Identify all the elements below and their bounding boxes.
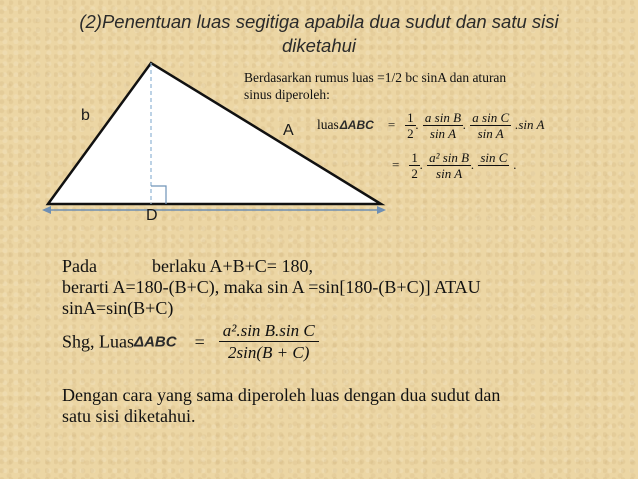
eq1-fraction-asinB: $\frac{\text{a sin B}}{\text{sin A}}$ — [424, 110, 462, 141]
eq1-tail: .sin A — [515, 117, 545, 133]
derivation-note — [244, 69, 634, 103]
point-label-D: D — [146, 207, 158, 224]
title-line-2: diketahui — [281, 35, 357, 56]
side-label-b: b — [81, 107, 90, 124]
body-line-1: Pada berlaku A+B+C= 180, — [62, 256, 313, 276]
closing-text — [62, 385, 632, 427]
body-text — [62, 256, 632, 319]
eq2-equals: = — [392, 157, 400, 173]
equation-2: = $\frac{1}{2}$ . $\frac{\text{a² sin B}}{\text{sin A}}$ . sin C . — [392, 150, 517, 181]
closing-line-2: satu sisi diketahui. — [62, 406, 196, 426]
area-formula — [62, 320, 319, 364]
eq2-fraction-half: $\frac{1}{2}$ — [411, 150, 418, 181]
eq2-fraction-sinC: sin C — [480, 150, 508, 165]
formula-equals: = — [194, 331, 205, 352]
formula-numerator: a².sin B.sin C — [219, 320, 319, 342]
note-line-2: sinus diperoleh: — [244, 87, 330, 102]
closing-line-1: Dengan cara yang sama diperoleh luas dengan dua sudut dan — [62, 385, 501, 405]
eq1-fraction-half: $\frac{1}{2}$ — [407, 110, 414, 141]
note-line-1: Berdasarkan rumus luas =1/2 bc sinA dan aturan — [244, 70, 507, 85]
body-line-2: berarti A=180-(B+C), maka sin A =sin[180-(B+C)] ATAU — [62, 277, 481, 297]
angle-label-A: A — [283, 122, 294, 139]
shg-luas-label: Shg, Luas — [62, 331, 134, 352]
equation-1: luasΔABC = $\frac{1}{2}$ . $\frac{\text{a sin B}}{\text{sin A}}$ . $\frac{\text{a sin C}}{\text{sin A}}$ .sin A — [317, 110, 545, 141]
formula-fraction — [219, 320, 319, 364]
base-arrow-left-head — [42, 206, 51, 214]
title-line-1: (2)Penentuan luas segitiga apabila dua sudut dan satu sisi — [79, 11, 559, 32]
formula-abc-symbol: ΔABC — [134, 333, 177, 351]
base-arrow-right-head — [377, 206, 386, 214]
eq1-fraction-asinC: $\frac{\text{a sin C}}{\text{sin A}}$ — [472, 110, 510, 141]
body-line-3: sinA=sin(B+C) — [62, 298, 174, 318]
triangle-abc-symbol: ΔABC — [339, 118, 374, 133]
formula-denominator: 2sin(B + C) — [228, 343, 310, 362]
eq2-fraction-a2sinB: $\frac{\text{a² sin B}}{\text{sin A}}$ — [429, 150, 470, 181]
luas-word: luas — [317, 117, 339, 133]
eq1-equals: = — [387, 117, 396, 133]
